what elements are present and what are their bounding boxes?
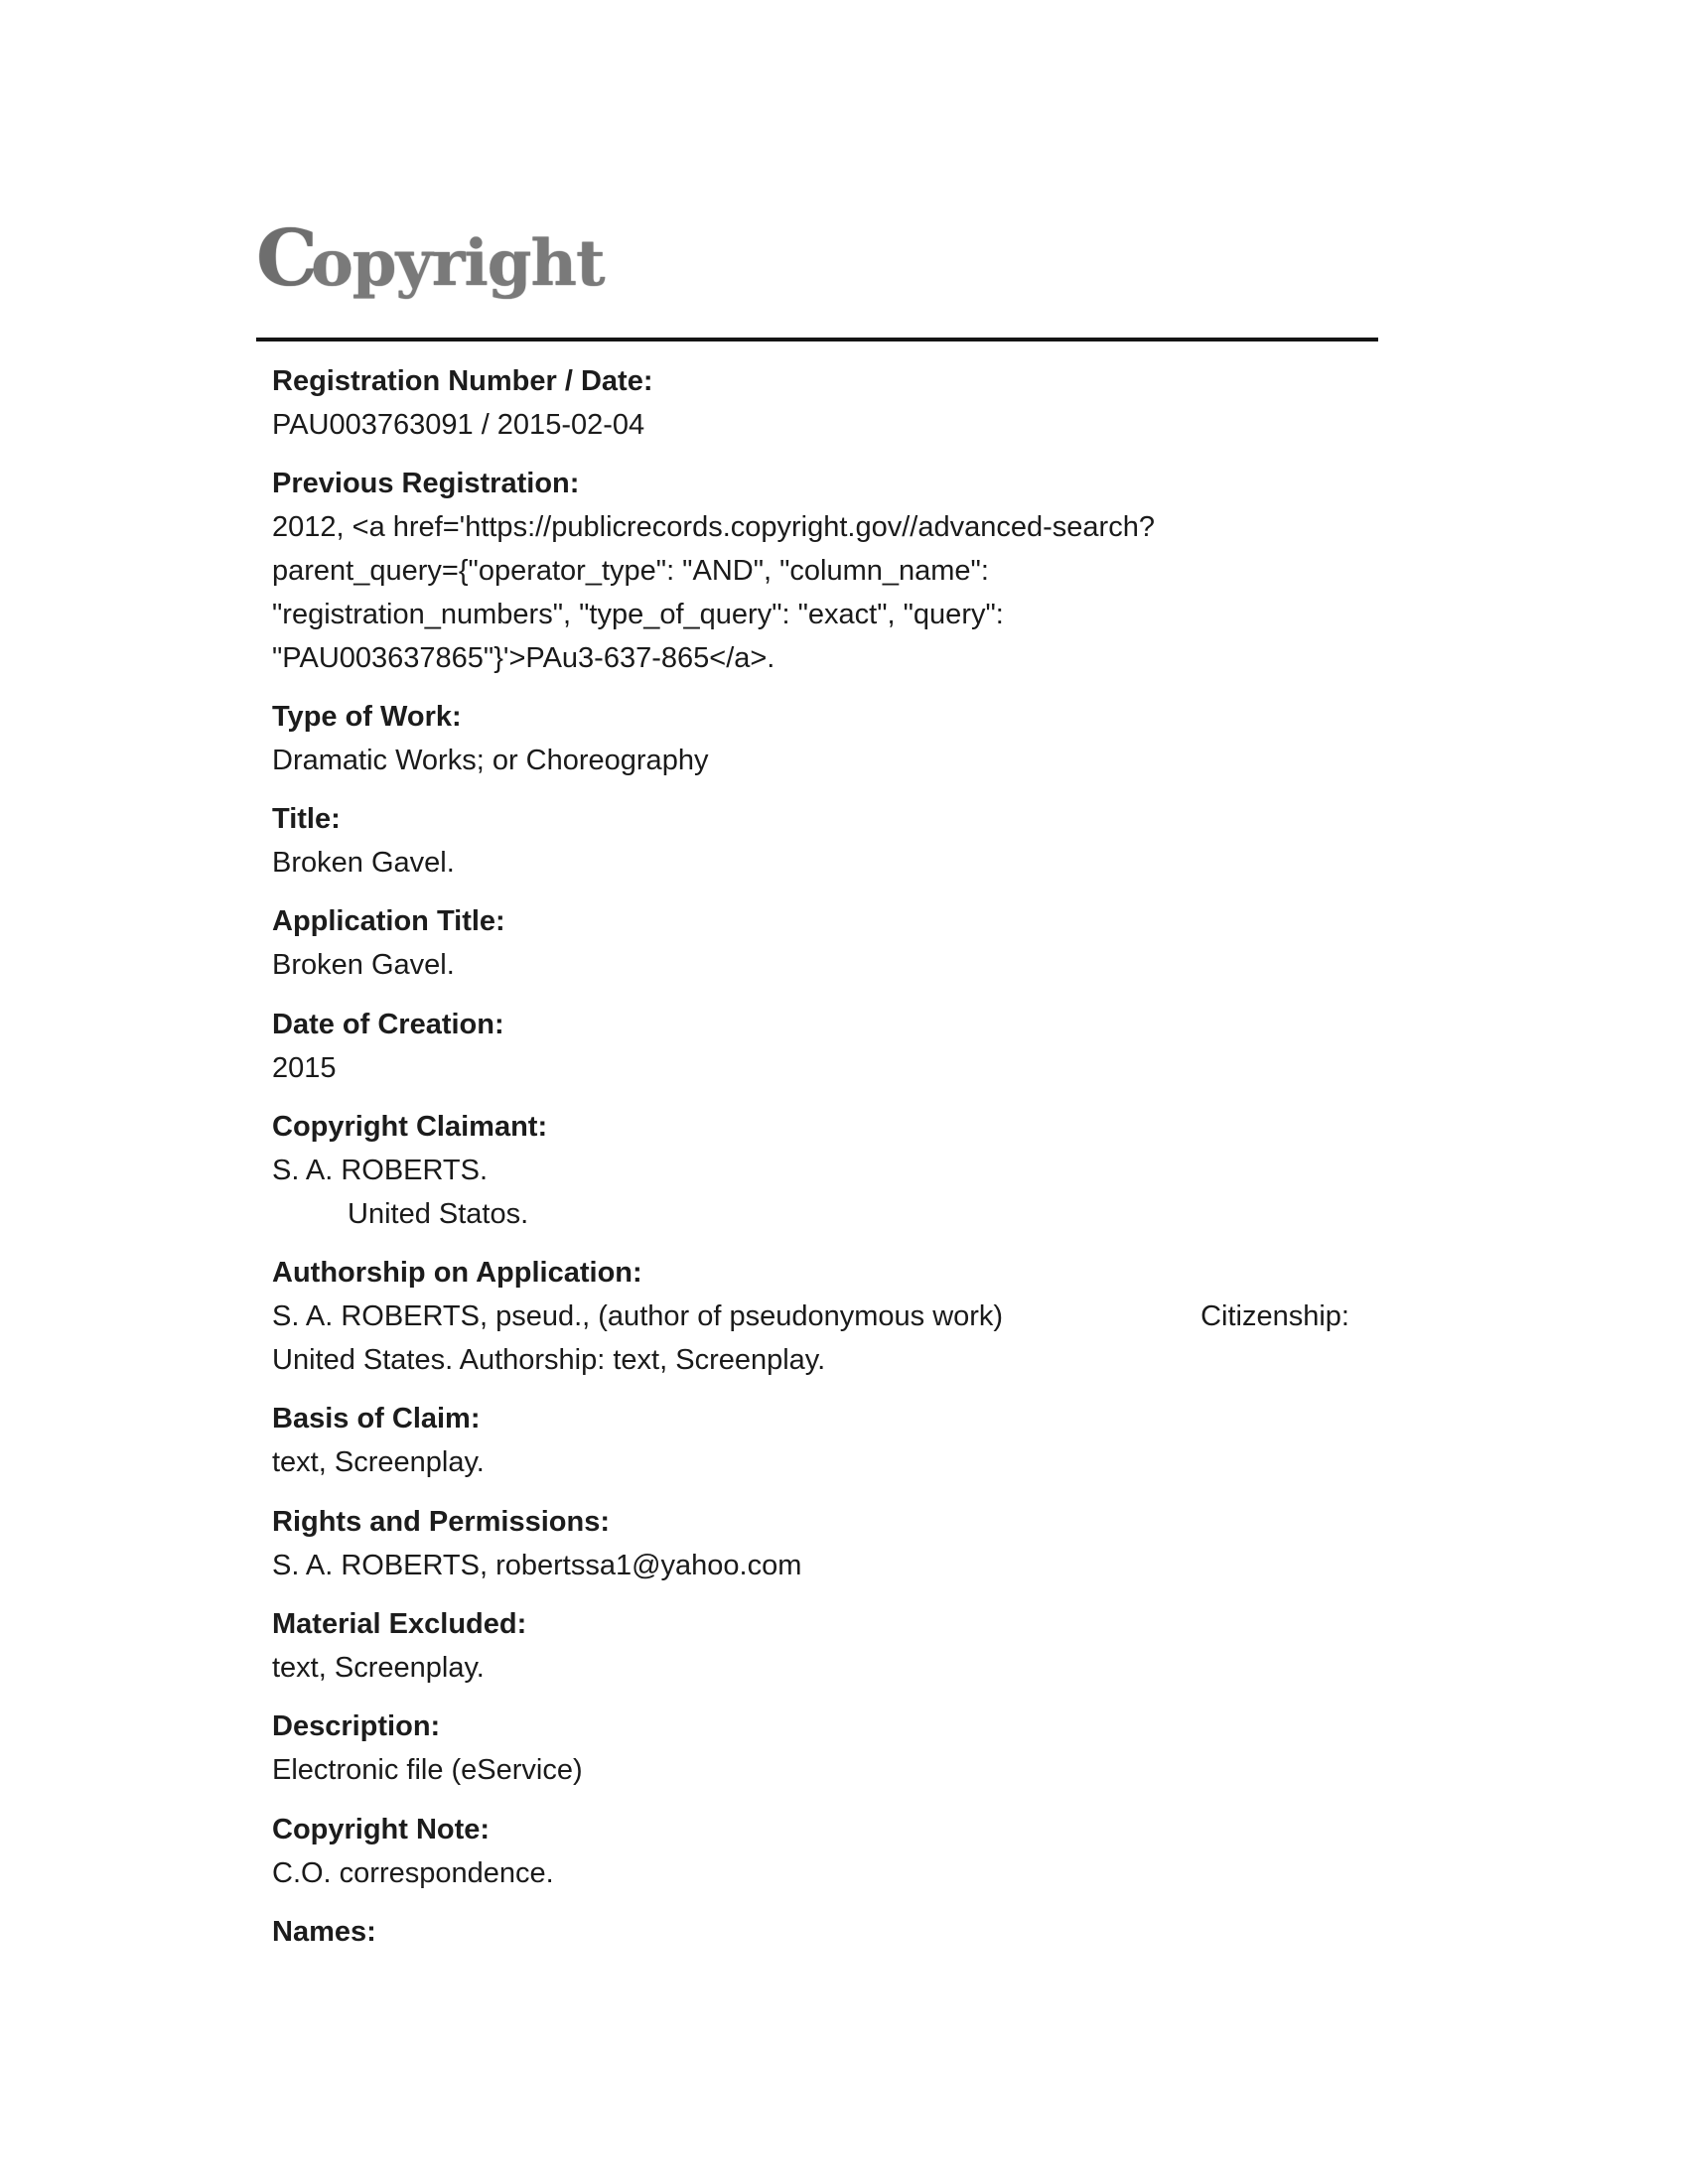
field-label: Authorship on Application:	[272, 1257, 642, 1289]
field-value: 2015	[272, 1052, 337, 1084]
field-label: Registration Number / Date:	[272, 365, 653, 397]
field-value: text, Screenplay.	[272, 1652, 485, 1684]
field-value: Broken Gavel.	[272, 949, 455, 981]
field-label: Basis of Claim:	[272, 1403, 481, 1434]
field-description	[272, 1705, 1384, 1792]
field-label: Date of Creation:	[272, 1009, 504, 1040]
field-value-country: United Statos.	[348, 1198, 529, 1230]
field-value-line: 2012, <a href='https://publicrecords.copyright.gov//advanced-search?	[272, 511, 1155, 543]
field-value-line: parent_query={"operator_type": "AND", "column_name":	[272, 555, 989, 587]
field-value: Broken Gavel.	[272, 847, 455, 879]
field-label: Application Title:	[272, 905, 505, 937]
field-value: S. A. ROBERTS, robertssa1@yahoo.com	[272, 1550, 802, 1581]
field-label: Title:	[272, 803, 341, 835]
field-rights-and-permissions	[272, 1500, 1384, 1587]
field-value: Electronic file (eService)	[272, 1754, 583, 1786]
field-value-line: "registration_numbers", "type_of_query": "exact", "query":	[272, 599, 1004, 630]
citizenship-label: Citizenship:	[1200, 1300, 1349, 1332]
field-value-line: "PAU003637865"}'>PAu3-637-865</a>.	[272, 642, 775, 674]
field-basis-of-claim	[272, 1397, 1384, 1484]
logo-initial: C	[256, 213, 318, 304]
field-label: Names:	[272, 1916, 376, 1948]
field-title	[272, 797, 1384, 885]
field-type-of-work	[272, 695, 1384, 782]
field-copyright-claimant	[272, 1105, 1384, 1236]
field-value: Dramatic Works; or Choreography	[272, 745, 709, 776]
field-value: S. A. ROBERTS.	[272, 1155, 489, 1186]
field-label: Copyright Note:	[272, 1814, 491, 1845]
field-value-line	[272, 1295, 1349, 1338]
field-label: Type of Work:	[272, 701, 462, 733]
logo-text: opyright	[311, 226, 605, 301]
field-label: Description:	[272, 1710, 441, 1742]
header-divider	[256, 338, 1378, 341]
field-material-excluded	[272, 1602, 1384, 1690]
author-text: S. A. ROBERTS, pseud., (author of pseudonymous work)	[272, 1300, 1004, 1332]
field-value: PAU003763091 / 2015-02-04	[272, 409, 645, 441]
field-previous-registration	[272, 462, 1384, 680]
field-label: Material Excluded:	[272, 1608, 527, 1640]
field-names	[272, 1910, 1384, 1954]
field-value-line: United States. Authorship: text, Screenplay.	[272, 1344, 826, 1376]
copyright-logo	[256, 213, 605, 304]
field-value: C.O. correspondence.	[272, 1857, 554, 1889]
field-application-title	[272, 899, 1384, 987]
field-registration-number	[272, 359, 1384, 447]
field-date-of-creation	[272, 1003, 1384, 1090]
field-copyright-note	[272, 1808, 1384, 1895]
field-label: Copyright Claimant:	[272, 1111, 548, 1143]
field-label: Previous Registration:	[272, 468, 580, 499]
field-authorship-on-application	[272, 1251, 1384, 1382]
field-value: text, Screenplay.	[272, 1446, 485, 1478]
field-label: Rights and Permissions:	[272, 1506, 611, 1538]
